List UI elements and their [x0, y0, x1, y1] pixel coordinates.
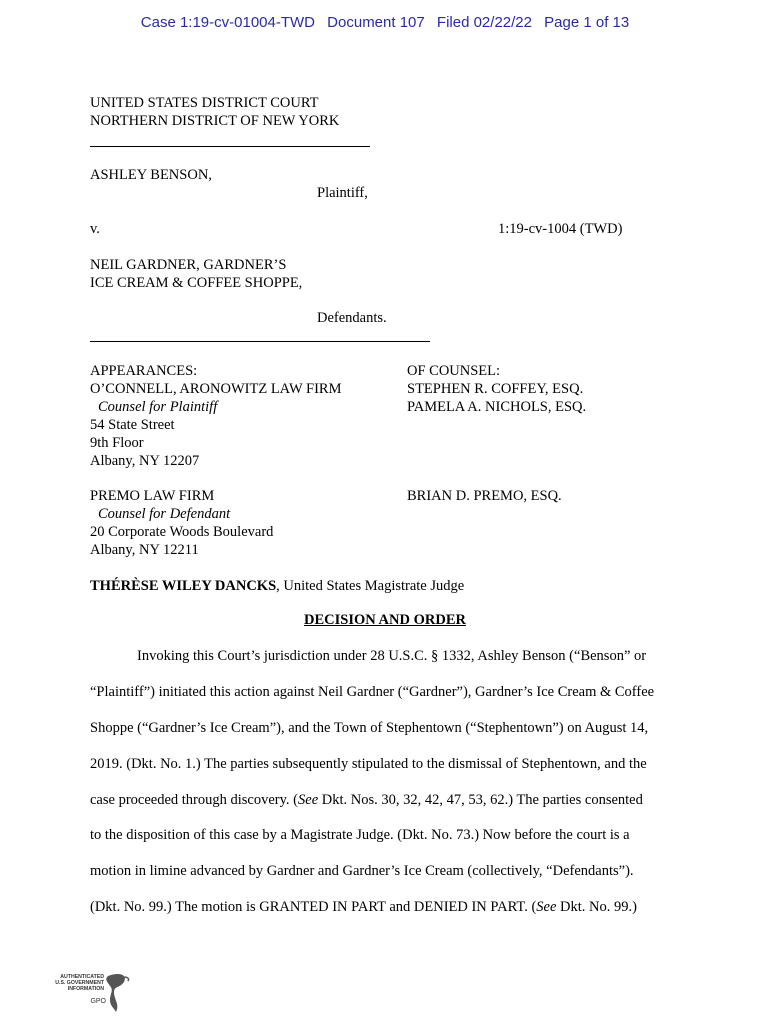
- appearances-defendant: [90, 487, 273, 559]
- citation-signal: See: [536, 899, 557, 915]
- plaintiff-name: ASHLEY BENSON,: [90, 167, 212, 183]
- body-line-text: Invoking this Court’s jurisdiction under 28 U.S.C. § 1332, Ashley Benson (“Benson” or: [137, 648, 647, 664]
- body-line-text: case proceeded through discovery. (: [90, 792, 299, 808]
- judge-line: [90, 577, 464, 595]
- body-line: [137, 647, 646, 665]
- body-line-text: to the disposition of this case by a Magistrate Judge. (Dkt. No. 73.) Now before the court is a: [90, 827, 630, 843]
- versus: v.: [90, 221, 100, 237]
- body-line: [90, 683, 654, 701]
- plaintiff-firm-name: O’CONNELL, ARONOWITZ LAW FIRM: [90, 381, 342, 397]
- body-line-text: (Dkt. No. 99.) The motion is GRANTED IN PART and DENIED IN PART. (: [90, 899, 537, 915]
- gpo-seal-line1: AUTHENTICATED: [60, 974, 104, 980]
- defendant-names: [90, 256, 302, 292]
- body-line-text: “Plaintiff”) initiated this action against Neil Gardner (“Gardner”), Gardner’s Ice Cream & Coffee: [90, 684, 655, 700]
- body-line-text: Shoppe (“Gardner’s Ice Cream”), and the Town of Stephentown (“Stephentown”) on August 14,: [90, 720, 649, 736]
- body-line: [90, 898, 637, 916]
- body-line: [90, 826, 630, 844]
- gpo-seal-line2: U.S. GOVERNMENT: [55, 980, 104, 986]
- defendant-firm-address2: Albany, NY 12211: [90, 542, 199, 558]
- plaintiff-counsel-2: PAMELA A. NICHOLS, ESQ.: [407, 399, 587, 415]
- defendant-counsel-1: BRIAN D. PREMO, ESQ.: [407, 488, 562, 504]
- defendant-role: Defendants.: [317, 310, 387, 326]
- caption-divider-bottom: [90, 341, 430, 342]
- eagle-icon: [44, 970, 134, 1016]
- body-line-text: motion in limine advanced by Gardner and Gardner’s Ice Cream (collectively, “Defendants”).: [90, 863, 634, 879]
- body-line-text: 2019. (Dkt. No. 1.) The parties subsequently stipulated to the dismissal of Stephentown, and the: [90, 756, 647, 772]
- court-name: [90, 94, 339, 130]
- plaintiff-firm-address3: Albany, NY 12207: [90, 453, 200, 469]
- defendant-counsel-role: Counsel for Defendant: [98, 506, 231, 522]
- citation-signal: See: [298, 792, 319, 808]
- court-name-line1: UNITED STATES DISTRICT COURT: [90, 95, 319, 111]
- judge-name: THÉRÈSE WILEY DANCKS: [90, 578, 277, 594]
- plaintiff-counsel-1: STEPHEN R. COFFEY, ESQ.: [407, 381, 584, 397]
- body-line-text: Dkt. Nos. 30, 32, 42, 47, 53, 62.) The parties consented: [318, 792, 643, 808]
- document-title: DECISION AND ORDER: [304, 612, 466, 628]
- defendant-name-line1: NEIL GARDNER, GARDNER’S: [90, 257, 287, 273]
- caption-divider-top: [90, 146, 370, 147]
- body-line: [90, 791, 643, 809]
- plaintiff-counsel-role: Counsel for Plaintiff: [98, 399, 218, 415]
- body-line: [90, 719, 648, 737]
- gpo-authentication-seal: [44, 970, 134, 1016]
- appearances-plaintiff: [90, 362, 342, 470]
- filing-header-stamp: [0, 14, 770, 31]
- body-line: [90, 755, 647, 773]
- of-counsel-plaintiff: [407, 362, 586, 416]
- filed-date-stamp: Filed 02/22/22: [436, 14, 532, 31]
- plaintiff-firm-address1: 54 State Street: [90, 417, 175, 433]
- defendant-firm-address1: 20 Corporate Woods Boulevard: [90, 524, 274, 540]
- page-number-stamp: Page 1 of 13: [544, 14, 630, 31]
- judge-title: , United States Magistrate Judge: [276, 578, 465, 594]
- body-line-text: Dkt. No. 99.): [556, 899, 637, 915]
- defendant-firm-name: PREMO LAW FIRM: [90, 488, 215, 504]
- gpo-seal-line3: INFORMATION: [67, 986, 104, 992]
- appearances-heading: APPEARANCES:: [90, 363, 198, 379]
- case-number-stamp: Case 1:19-cv-01004-TWD: [140, 14, 315, 31]
- document-number-stamp: Document 107: [327, 14, 425, 31]
- docket-number: 1:19-cv-1004 (TWD): [498, 221, 623, 237]
- court-name-line2: NORTHERN DISTRICT OF NEW YORK: [90, 113, 340, 129]
- body-line: [90, 862, 634, 880]
- gpo-label: GPO: [90, 998, 106, 1005]
- plaintiff-role: Plaintiff,: [317, 185, 368, 201]
- defendant-name-line2: ICE CREAM & COFFEE SHOPPE,: [90, 275, 303, 291]
- of-counsel-heading: OF COUNSEL:: [407, 363, 501, 379]
- plaintiff-firm-address2: 9th Floor: [90, 435, 144, 451]
